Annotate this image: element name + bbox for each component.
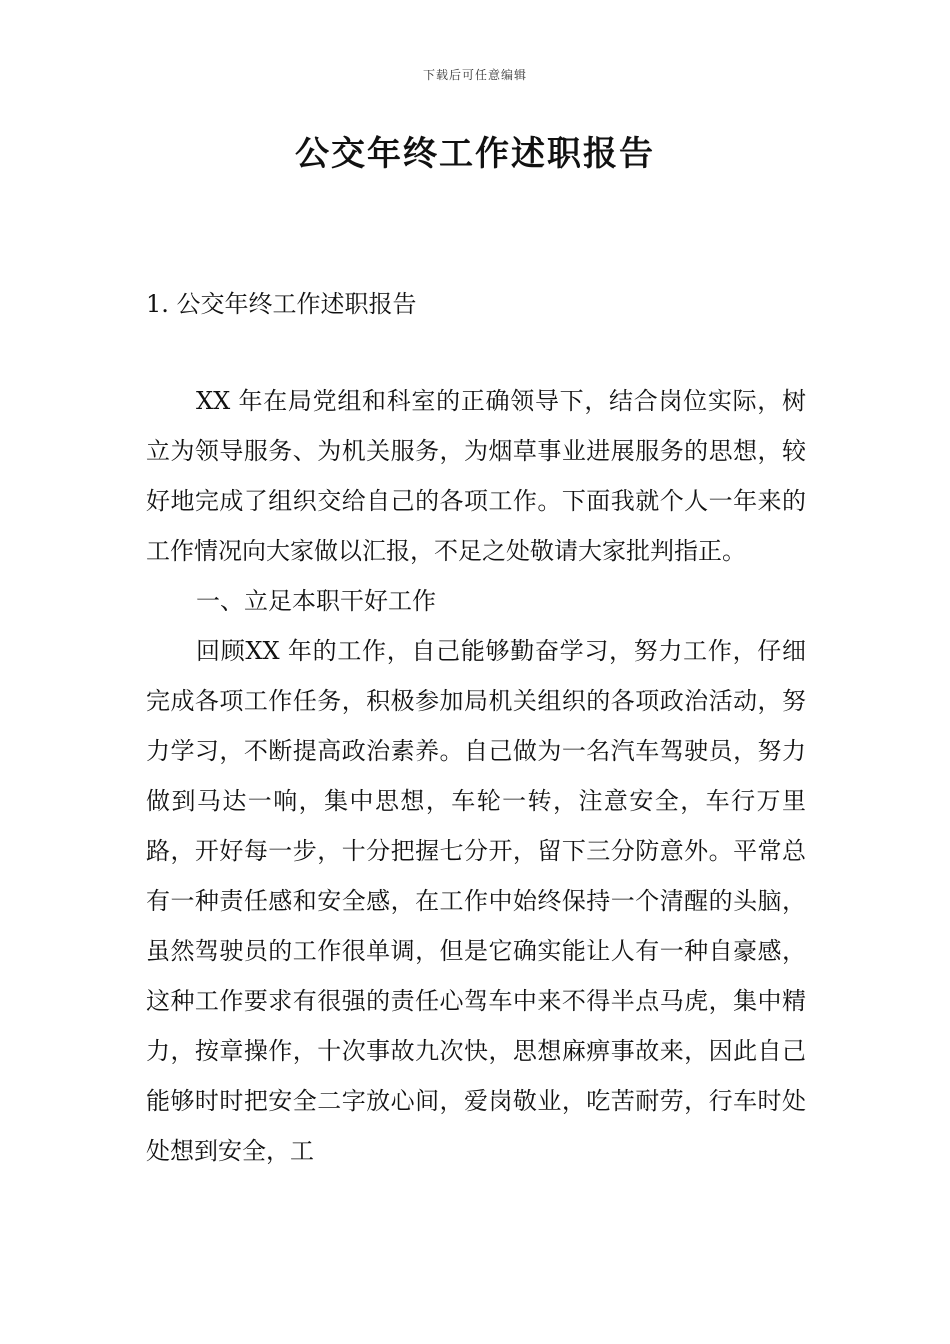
paragraph-review: 回顾XX 年的工作，自己能够勤奋学习，努力工作，仔细完成各项工作任务，积极参加局机关组织的各项政治活动，努力学习，不断提高政治素养。自己做为一名汽车驾驶员，努力做到马达一响，集中思想，车轮一转，注意安全，车行万里路，开好每一步，十分把握七分开，留下三分防意外。平常总有一种责任感和安全感，在工作中始终保持一个清醒的头脑，虽然驾驶员的工作很单调，但是它确实能让人有一种自豪感，这种工作要求有很强的责任心驾车中来不得半点马虎，集中精力，按章操作，十次事故九次快，思想麻痹事故来，因此自己能够时时把安全二字放心间，爱岗敬业，吃苦耐劳，行车时处处想到安全，工 xyxy=(146,637,806,1165)
body-text xyxy=(146,376,806,1176)
header-note: 下载后可任意编辑 xyxy=(422,68,527,82)
paragraph-intro: XX 年在局党组和科室的正确领导下，结合岗位实际，树立为领导服务、为机关服务，为烟草事业进展服务的思想，较好地完成了组织交给自己的各项工作。下面我就个人一年来的工作情况向大家做以汇报，不足之处敬请大家批判指正。 xyxy=(146,387,806,565)
document-title: 公交年终工作述职报告 xyxy=(295,134,655,174)
paragraph-heading-1: 一、立足本职干好工作 xyxy=(196,587,436,615)
section-title: 1. 公交年终工作述职报告 xyxy=(146,290,417,318)
